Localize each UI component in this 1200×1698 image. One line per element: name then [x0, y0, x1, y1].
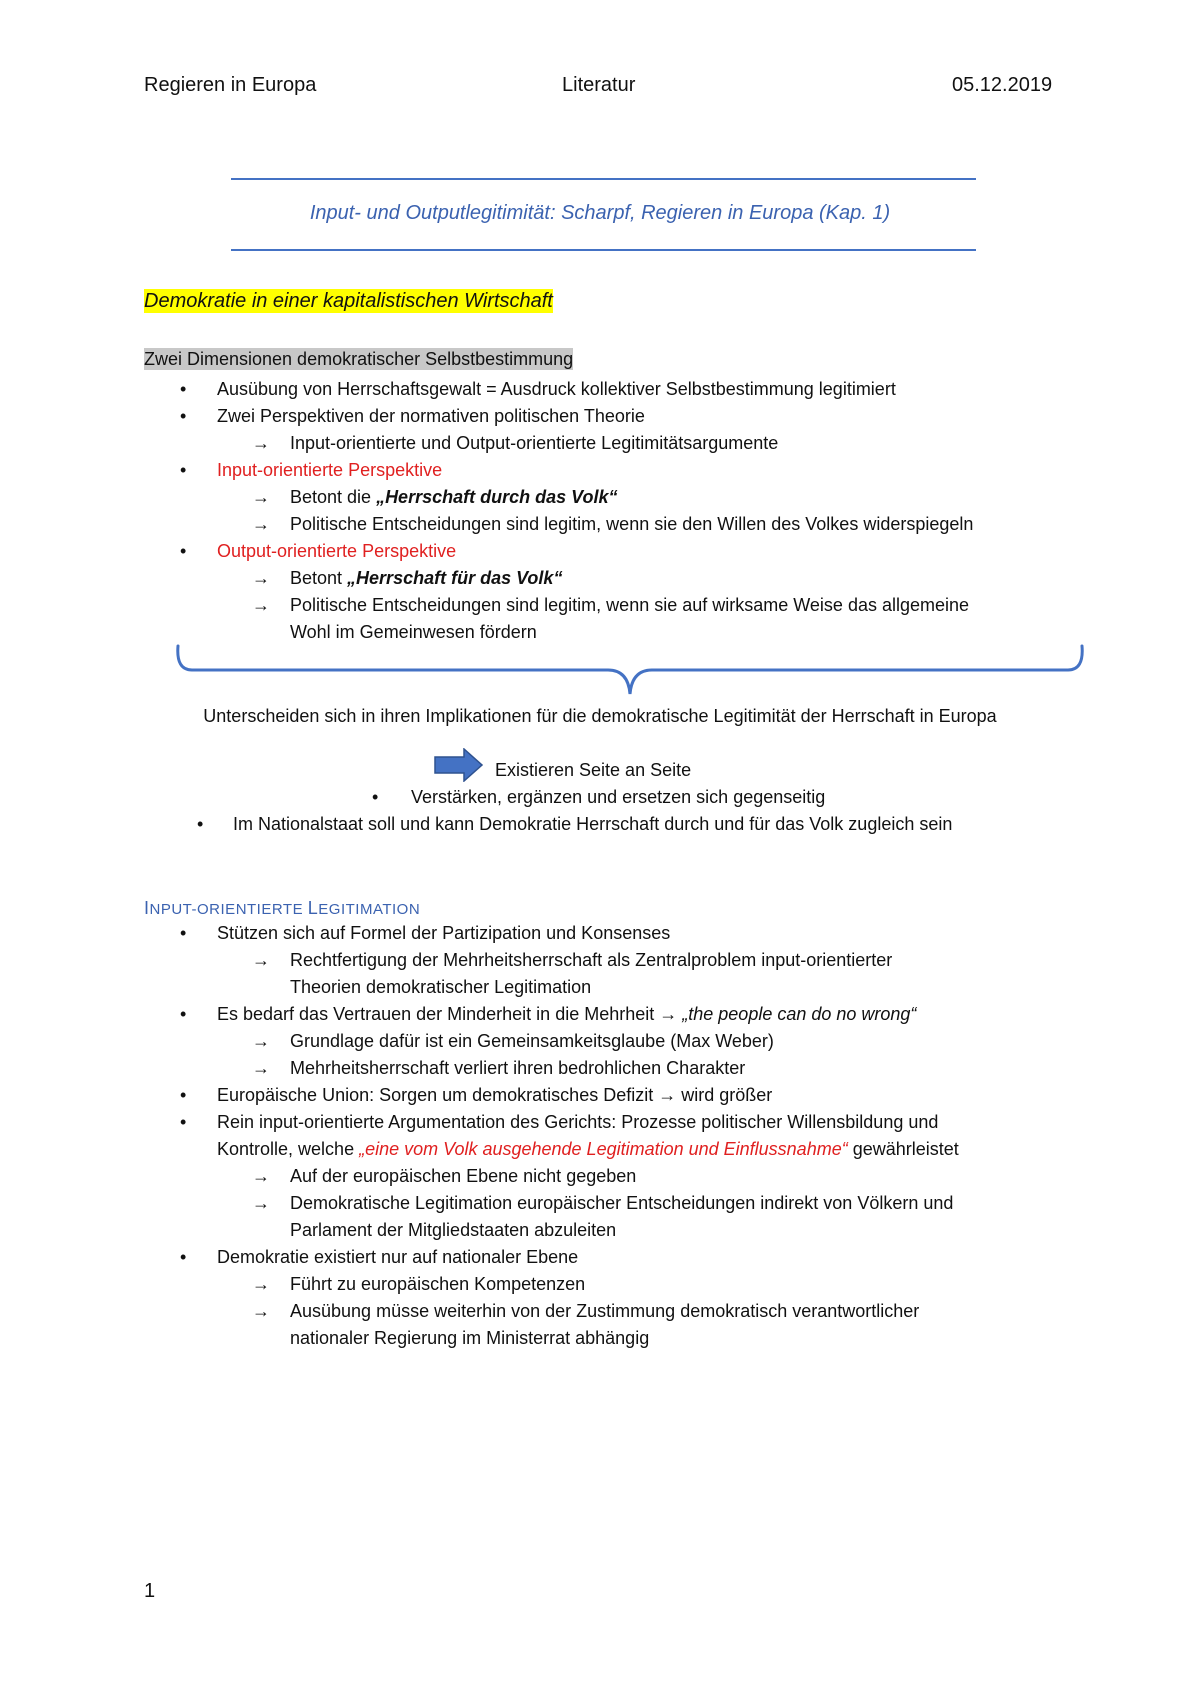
list-item-input-perspective: Input-orientierte Perspektive	[217, 460, 443, 480]
list-subitem: Rechtfertigung der Mehrheitsherrschaft als Zentralproblem input-orientierter	[290, 950, 893, 970]
arrow-icon: →	[252, 1274, 270, 1294]
list-subitem-continuation: Theorien demokratischer Legitimation	[290, 977, 592, 997]
list-subitem: Demokratische Legitimation europäischer Entscheidungen indirekt von Völkern und	[290, 1193, 954, 1213]
bullet-icon: •	[180, 1085, 187, 1105]
list-item-continuation: Kontrolle, welche „eine vom Volk ausgehende Legitimation und Einflussnahme“ gewährleistet	[217, 1139, 959, 1159]
arrow-icon: →	[252, 1031, 270, 1051]
subheading: Zwei Dimensionen demokratischer Selbstbestimmung	[144, 349, 574, 369]
list-subitem-continuation: Parlament der Mitgliedstaaten abzuleiten	[290, 1220, 617, 1240]
list-item: Es bedarf das Vertrauen der Minderheit in die Mehrheit → „the people can do no wrong“	[217, 1004, 917, 1024]
arrow-icon: →	[252, 433, 270, 453]
bullet-icon: •	[372, 787, 379, 807]
header-date: 05.12.2019	[952, 74, 1053, 96]
arrow-icon: →	[252, 1193, 270, 1213]
block-arrow-right-icon	[434, 748, 484, 782]
curly-brace-icon	[168, 642, 1098, 698]
list-subitem: Input-orientierte und Output-orientierte Legitimitätsargumente	[290, 433, 779, 453]
arrow-icon: →	[252, 1166, 270, 1186]
list-item: Zwei Perspektiven der normativen politischen Theorie	[217, 406, 645, 426]
list-subitem: Politische Entscheidungen sind legitim, wenn sie den Willen des Volkes widerspiegeln	[290, 514, 974, 534]
summary-bullet: Im Nationalstaat soll und kann Demokratie Herrschaft durch und für das Volk zugleich sein	[233, 814, 953, 834]
bullet-icon: •	[180, 1247, 187, 1267]
bullet-icon: •	[180, 460, 187, 480]
arrow-icon: →	[252, 487, 270, 507]
list-item: Europäische Union: Sorgen um demokratisches Defizit → wird größer	[217, 1085, 773, 1105]
list-item: Rein input-orientierte Argumentation des Gerichts: Prozesse politischer Willensbildung und	[217, 1112, 939, 1132]
bullet-icon: •	[180, 1112, 187, 1132]
section2-heading: INPUT-ORIENTIERTE LEGITIMATION	[144, 898, 421, 918]
arrow-icon: →	[252, 1301, 270, 1321]
bullet-icon: •	[180, 1004, 187, 1024]
list-item: Ausübung von Herrschaftsgewalt = Ausdruck kollektiver Selbstbestimmung legitimiert	[217, 379, 896, 399]
list-subitem: Betont die „Herrschaft durch das Volk“	[290, 487, 618, 507]
coexist-label: Existieren Seite an Seite	[495, 760, 692, 780]
summary-line: Unterscheiden sich in ihren Implikationen für die demokratische Legitimität der Herrschaft in Europa	[203, 706, 997, 726]
list-item: Demokratie existiert nur auf nationaler Ebene	[217, 1247, 579, 1267]
document-title: Input- und Outputlegitimität: Scharpf, Regieren in Europa (Kap. 1)	[309, 202, 891, 224]
arrow-icon: →	[252, 950, 270, 970]
list-subitem: Betont „Herrschaft für das Volk“	[290, 568, 563, 588]
arrow-icon: →	[252, 1058, 270, 1078]
summary-bullet: Verstärken, ergänzen und ersetzen sich gegenseitig	[411, 787, 826, 807]
bullet-icon: •	[180, 406, 187, 426]
list-subitem: Mehrheitsherrschaft verliert ihren bedrohlichen Charakter	[290, 1058, 746, 1078]
page-number: 1	[144, 1580, 156, 1602]
section-heading: Demokratie in einer kapitalistischen Wirtschaft	[144, 290, 553, 312]
list-subitem: Führt zu europäischen Kompetenzen	[290, 1274, 586, 1294]
list-item: Stützen sich auf Formel der Partizipation und Konsenses	[217, 923, 671, 943]
list-subitem-continuation: Wohl im Gemeinwesen fördern	[290, 622, 537, 642]
arrow-icon: →	[252, 514, 270, 534]
list-subitem: Auf der europäischen Ebene nicht gegeben	[290, 1166, 637, 1186]
bullet-icon: •	[180, 541, 187, 561]
list-subitem: Politische Entscheidungen sind legitim, wenn sie auf wirksame Weise das allgemeine	[290, 595, 970, 615]
header-category: Literatur	[562, 74, 636, 96]
arrow-icon: →	[252, 595, 270, 615]
list-subitem: Ausübung müsse weiterhin von der Zustimmung demokratisch verantwortlicher	[290, 1301, 920, 1321]
list-subitem-continuation: nationaler Regierung im Ministerrat abhängig	[290, 1328, 650, 1348]
list-item-output-perspective: Output-orientierte Perspektive	[217, 541, 457, 561]
title-rule-bottom	[231, 249, 976, 251]
list-subitem: Grundlage dafür ist ein Gemeinsamkeitsglaube (Max Weber)	[290, 1031, 774, 1051]
header-course: Regieren in Europa	[144, 74, 317, 96]
title-rule-top	[231, 178, 976, 180]
bullet-icon: •	[180, 379, 187, 399]
arrow-icon: →	[252, 568, 270, 588]
bullet-icon: •	[180, 923, 187, 943]
bullet-icon: •	[197, 814, 204, 834]
